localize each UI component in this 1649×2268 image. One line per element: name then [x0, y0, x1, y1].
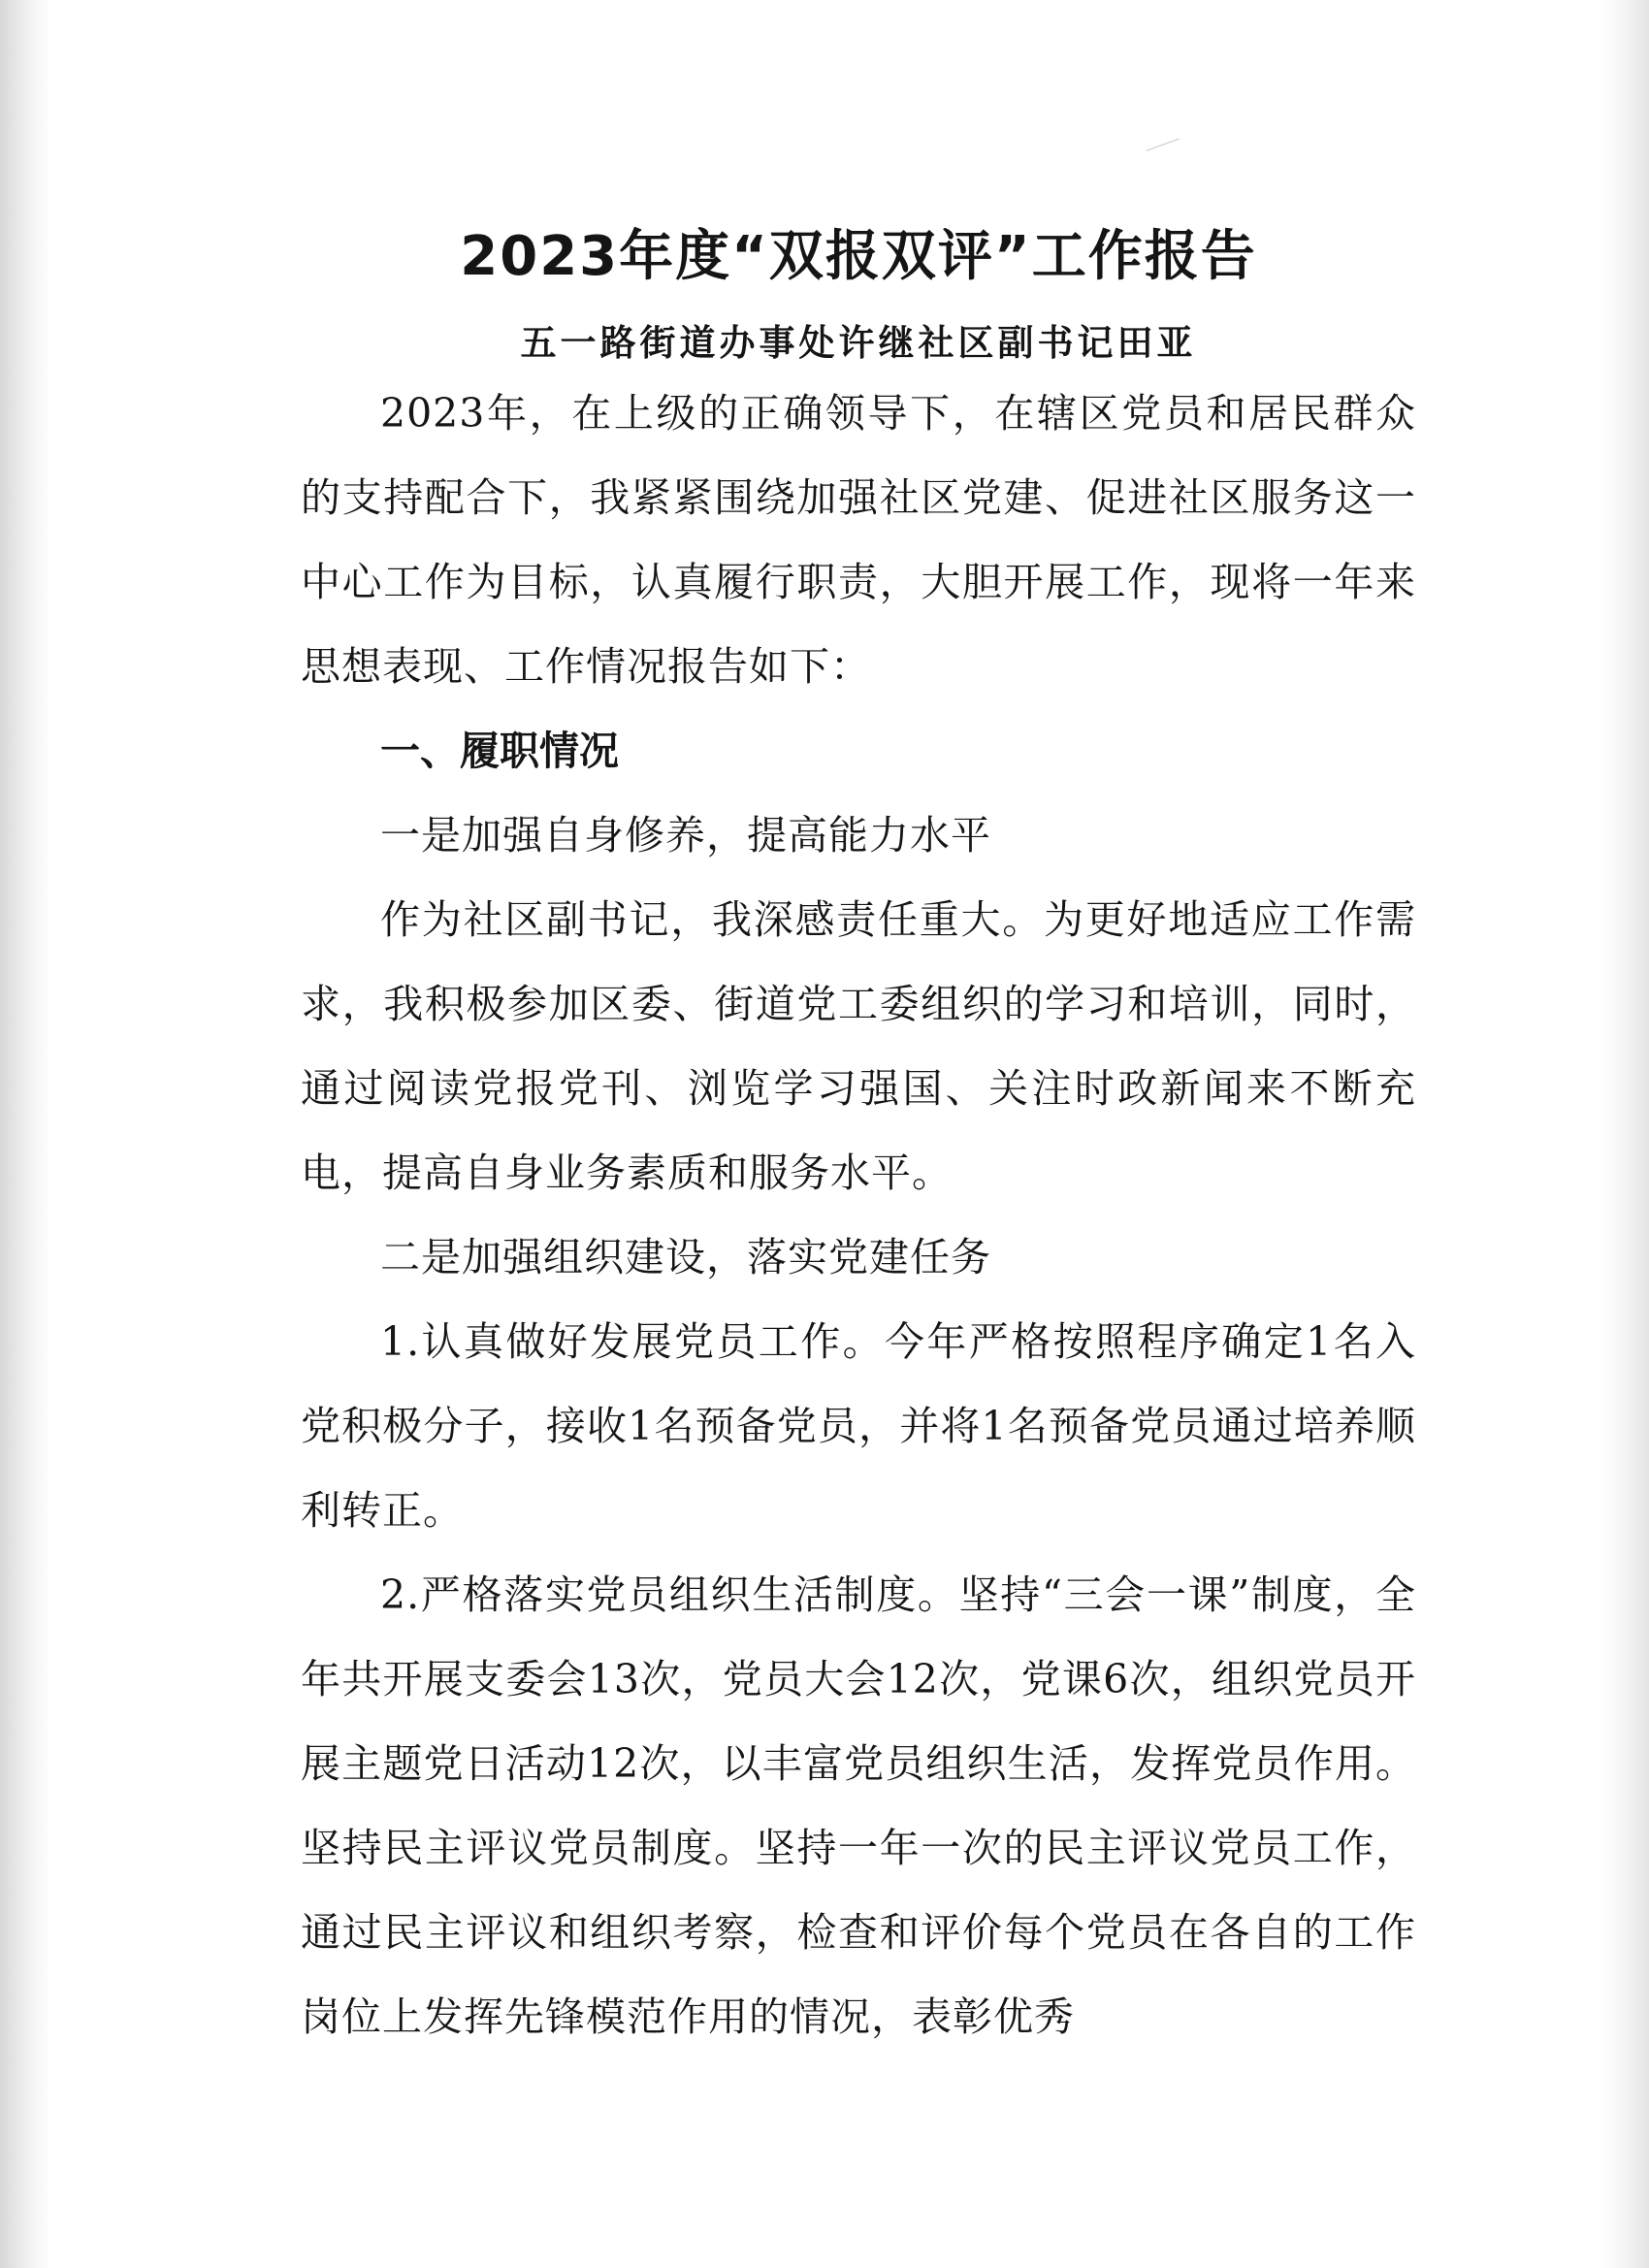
document-title: 2023年度“双报双评”工作报告	[460, 225, 1257, 288]
item-1-paragraph: 1.认真做好发展党员工作。今年严格按照程序确定1名入党积极分子，接收1名预备党员，并将1名预备党员通过培养顺利转正。	[301, 1318, 1416, 1534]
scan-mark	[1146, 139, 1187, 176]
scan-shadow-right	[1600, 0, 1649, 2268]
point-1-paragraph: 作为社区副书记，我深感责任重大。为更好地适应工作需求，我积极参加区委、街道党工委组织的学习和培训，同时，通过阅读党报党刊、浏览学习强国、关注时政新闻来不断充电，提高自身业务素质和服务水平。	[301, 896, 1416, 1196]
item-2-paragraph: 2.严格落实党员组织生活制度。坚持“三会一课”制度，全年共开展支委会13次，党员大会12次，党课6次，组织党员开展主题党日活动12次，以丰富党员组织生活，发挥党员作用。坚持民主评议党员制度。坚持一年一次的民主评议党员工作，通过民主评议和组织考察，检查和评价每个党员在各自的工作岗位上发挥先锋模范作用的情况，表彰优秀	[301, 1571, 1416, 2040]
point-1-heading: 一是加强自身修养，提高能力水平	[380, 812, 991, 859]
scan-shadow-left	[0, 0, 50, 2268]
document-author: 五一路街道办事处许继社区副书记田亚	[520, 322, 1197, 364]
point-2-heading: 二是加强组织建设，落实党建任务	[380, 1234, 991, 1280]
document-body	[301, 199, 1416, 2059]
intro-paragraph: 2023年，在上级的正确领导下，在辖区党员和居民群众的支持配合下，我紧紧围绕加强社区党建、促进社区服务这一中心工作为目标，认真履行职责，大胆开展工作，现将一年来思想表现、工作情况报告如下：	[301, 390, 1416, 690]
section-heading: 一、履职情况	[380, 728, 619, 774]
